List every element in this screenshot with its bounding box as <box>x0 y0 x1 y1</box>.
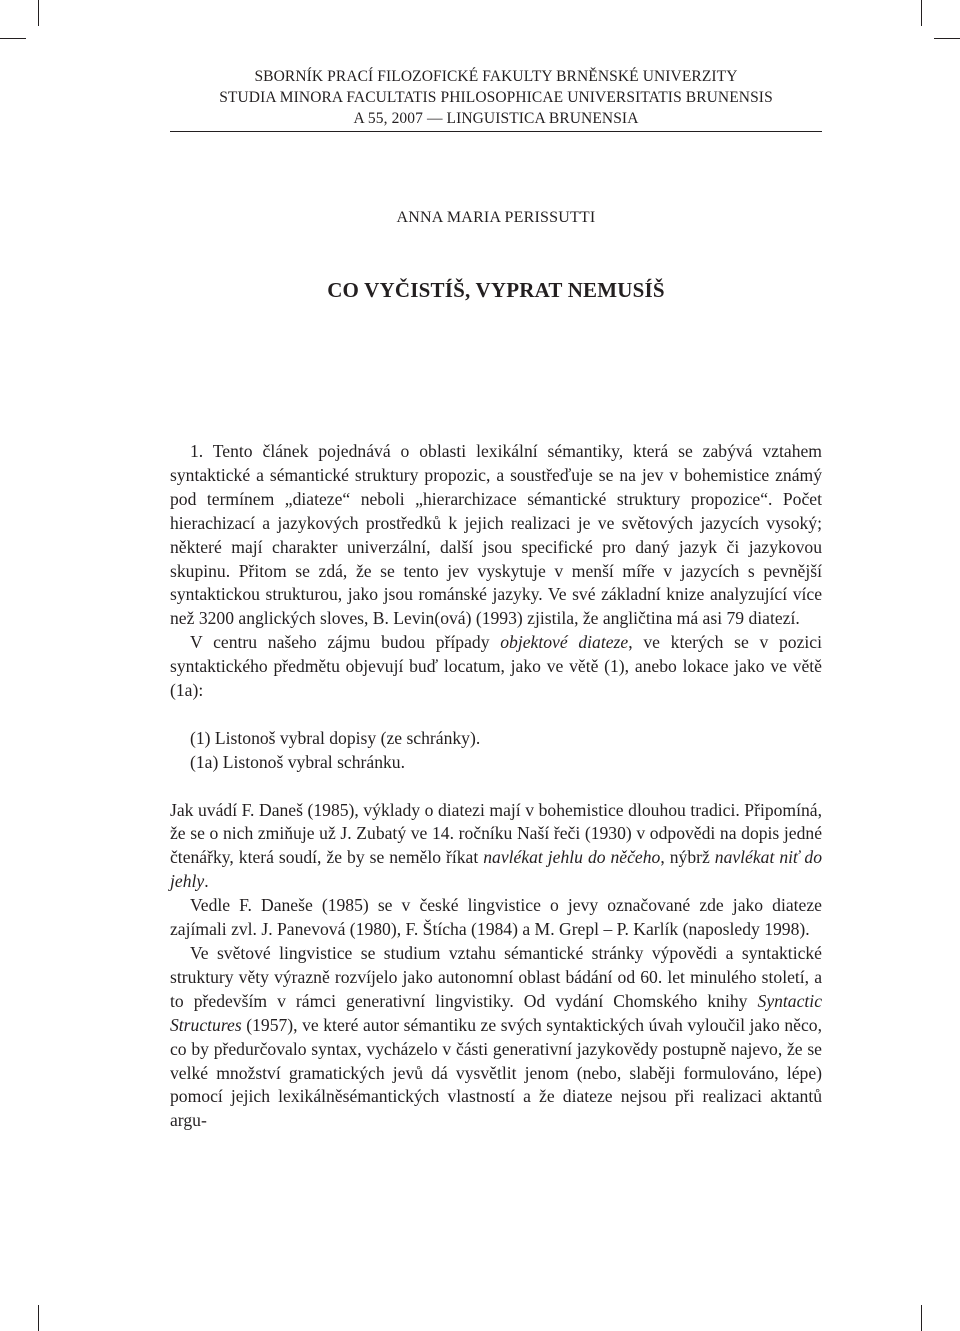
crop-mark-bottom-left <box>38 1305 39 1331</box>
article-body <box>170 440 822 1133</box>
paragraph-5-emphasis: Syntactic Structures <box>170 990 822 1035</box>
header-line-1: SBORNÍK PRACÍ FILOZOFICKÉ FAKULTY BRNĚNSKÉ UNIVERZITY <box>254 68 738 85</box>
paragraph-5-text-b: (1957), ve které autor sémantiku ze svých syntaktických úvah vyloučil jako něco, co by předurčovalo syntax, vycházelo v části generativní jazykovědy postupně najevo, že se velké množství gramatických jevů dá vysvětlit jenom (nebo, slaběji formulováno, lépe) pomocí jejich lexikálněsémantických vlastností a že diateze nejsou při realizaci aktantů argu- <box>170 1014 822 1131</box>
paragraph-3-emphasis-2: navlékat niť do jehly <box>170 847 822 892</box>
crop-mark-top-left <box>38 0 39 26</box>
article-title: CO VYČISTÍŠ, VYPRAT NEMUSÍŠ <box>327 278 665 302</box>
journal-header <box>170 66 822 129</box>
paragraph-2-text-b: , ve kterých se v pozici syntaktického předmětu objevují buď locatum, jako ve větě (1), anebo lokace jako ve větě (1a): <box>170 632 822 701</box>
header-line-3: A 55, 2007 — LINGUISTICA BRUNENSIA <box>353 110 639 127</box>
example-1a: (1a) Listonoš vybral schránku. <box>190 751 405 772</box>
spacer <box>170 775 822 799</box>
paragraph-3-text-b: , nýbrž <box>660 847 715 868</box>
header-rule <box>170 131 822 132</box>
crop-mark-bottom-right <box>921 1305 922 1331</box>
header-line-2: STUDIA MINORA FACULTATIS PHILOSOPHICAE UNIVERSITATIS BRUNENSIS <box>219 89 773 106</box>
spacer <box>170 703 822 727</box>
paragraph-3-emphasis-1: navlékat jehlu do něčeho <box>483 847 661 868</box>
crop-mark-top-right <box>921 0 922 26</box>
paragraph-5 <box>170 942 822 1133</box>
paragraph-2 <box>170 631 822 703</box>
example-1: (1) Listonoš vybral dopisy (ze schránky). <box>190 727 481 748</box>
paragraph-3 <box>170 799 822 895</box>
paragraph-2-emphasis: objektové diateze <box>500 632 629 653</box>
paragraph-1: 1. Tento článek pojednává o oblasti lexikální sémantiky, která se zabývá vztahem syntaktické a sémantické struktury propozic, a soustřeďuje se na jev v bohemistice známý pod termínem „diateze“ neboli „hierarchizace sémantické struktury propozice“. Počet hierachizací a jazykových prostředků k jejich realizaci je ve světových jazycích vysoký; některé mají charakter univerzální, další jsou specifické pro daný jazyk či jazykovou skupinu. Přitom se zdá, že se tento jev vyskytuje v menší míře v jazycích s pevnější syntaktickou strukturou, jako jsou románské jazyky. Ve své základní knize analyzující více než 3200 anglických sloves, B. Levin(ová) (1993) zjistila, že angličtina má asi 79 diatezí. <box>170 441 822 629</box>
paragraph-3-text-c: . <box>204 871 209 892</box>
author-name: ANNA MARIA PERISSUTTI <box>396 209 596 226</box>
paragraph-5-text-a: Ve světové lingvistice se studium vztahu sémantické stránky výpovědi a syntaktické struktury věty výrazně rozvíjelo jako autonomní oblast bádání od 60. let minulého století, a to především v rámci generativní lingvistiky. Od vydání Chomského knihy <box>170 943 822 1011</box>
paragraph-4: Vedle F. Daneše (1985) se v české lingvistice o jevy označované zde jako diateze zajímali zvl. J. Panevová (1980), F. Štícha (1984) a M. Grepl – P. Karlík (naposledy 1998). <box>170 895 822 940</box>
paragraph-2-text-a: V centru našeho zájmu budou případy <box>190 632 501 653</box>
paragraph-3-text-a: Jak uvádí F. Daneš (1985), výklady o diatezi mají v bohemistice dlouhou tradici. Připomíná, že se o nich zmiňuje už J. Zubatý ve 14. ročníku Naší řeči (1930) v odpovědi na dopis jedné čtenářky, která soudí, že by se nemělo říkat <box>170 799 822 868</box>
crop-mark-right-top <box>934 38 960 39</box>
crop-mark-left-top <box>0 38 26 39</box>
